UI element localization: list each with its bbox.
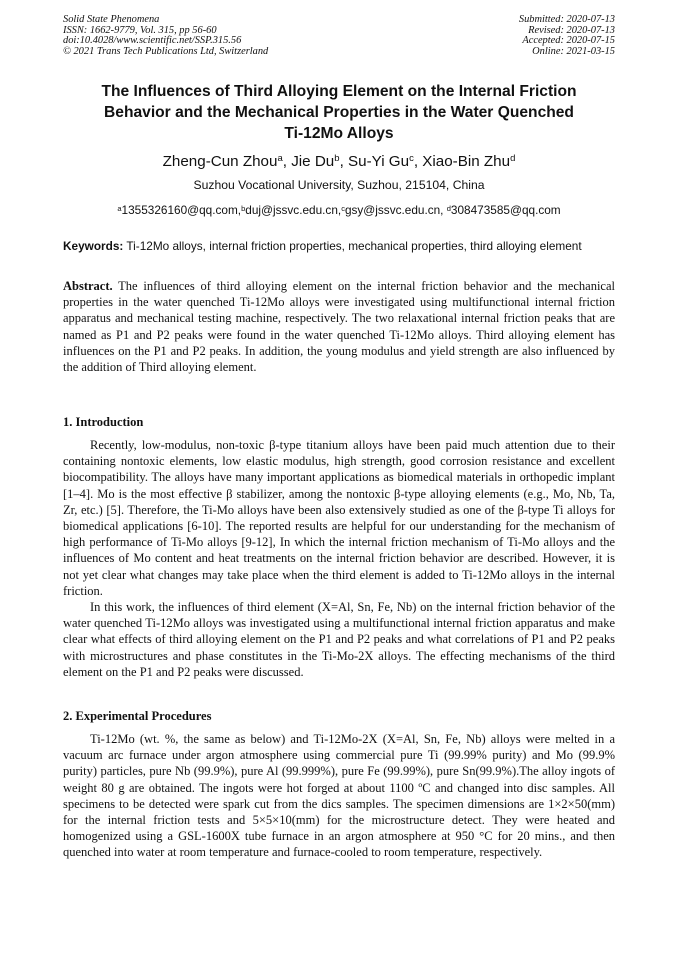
author-list — [40, 148, 638, 173]
keywords — [63, 238, 615, 254]
author-sep: , — [339, 153, 349, 170]
paper-title — [70, 81, 608, 144]
journal-info — [63, 15, 268, 57]
author-name: Su-Yi Gu — [348, 153, 410, 170]
keywords-label: Keywords: — [63, 239, 124, 253]
author-emails — [30, 201, 648, 218]
email-address[interactable]: 1355326160@qq.com, — [121, 203, 242, 217]
introduction-body — [63, 437, 615, 680]
author-sup: d — [510, 153, 516, 164]
affiliation: Suzhou Vocational University, Suzhou, 215104, China — [193, 178, 485, 192]
email-address[interactable]: duj@jssvc.edu.cn, — [245, 203, 342, 217]
date-accepted: Accepted: 2020-07-15 — [522, 35, 615, 47]
author-sup: a — [277, 153, 283, 164]
abstract — [63, 278, 615, 375]
author-sep: , — [282, 153, 292, 170]
author-sup: c — [409, 153, 414, 164]
email-sup: b — [241, 204, 246, 213]
journal-name: Solid State Phenomena — [63, 14, 160, 25]
email-address[interactable]: gsy@jssvc.edu.cn, — [344, 203, 447, 217]
date-online: Online: 2021-03-15 — [532, 45, 615, 57]
email-sup: c — [341, 204, 345, 213]
paragraph: In this work, the influences of third element (X=Al, Sn, Fe, Nb) on the internal friction behavior of the water quenched Ti-12Mo alloys was investigated using a multifunctional internal friction apparatus and make clear what effects of third alloying element on the P1 and P2 peaks and what correlations of P1 and P2 peaks with microstructures and phase constitutes in the Ti-Mo-2X alloys. The effecting mechanisms of the third element on the P1 and P2 peaks were discussed. — [63, 600, 615, 679]
email-sup: d — [446, 204, 451, 213]
author-sup: b — [334, 153, 340, 164]
title-line: Ti-12Mo Alloys — [284, 125, 394, 142]
abstract-label: Abstract. — [63, 279, 113, 293]
abstract-text: The influences of third alloying element on the internal friction behavior and the mechanical properties in the water quenched Ti-12Mo alloys were investigated using multifunctional internal friction apparatus and mechanical testing machine, respectively. The two relaxational internal friction peaks that are named as P1 and P2 peaks were found in the water quenched Ti-12Mo alloys. Third alloying element has influences on the P1 and P2 peaks. In addition, the young modulus and yield strength are also influenced by the addition of Third alloying element. — [63, 279, 615, 375]
journal-header — [63, 15, 615, 57]
author-sep: , — [413, 153, 423, 170]
date-revised: Revised: 2020-07-13 — [528, 24, 615, 36]
publication-dates — [519, 15, 615, 57]
email-sup: a — [117, 204, 122, 213]
date-submitted: Submitted: 2020-07-13 — [518, 14, 615, 25]
section-heading: 2. Experimental Procedures — [63, 709, 212, 723]
author-name: Jie Du — [291, 153, 335, 170]
keywords-text: Ti-12Mo alloys, internal friction properties, mechanical properties, third alloying element — [123, 239, 582, 253]
title-line: The Influences of Third Alloying Element on the Internal Friction — [101, 83, 577, 100]
procedures-body — [63, 731, 615, 861]
paragraph: Ti-12Mo (wt. %, the same as below) and Ti-12Mo-2X (X=Al, Sn, Fe, Nb) alloys were melted in a vacuum arc furnace under argon atmosphere using commercial pure Ti (99.99% purity) and Mo (99.9% purity) particles, pure Nb (99.9%), pure Al (99.999%), pure Fe (99.99%), pure Sn(99.9%).The alloy ingots of weight 80 g are obtained. The ingots were hot forged at about 1100 ºC and changed into disc samples. All specimens to be detected were spark cut from the dics samples. The specimen dimensions are 1×2×50(mm) for the internal friction tests and 5×5×10(mm) for the microstructure detect. They were heated and homogenized using a GSL-1600X tube furnace in an argon atmosphere at 950 °C for 20 mins., and then quenched into water at room temperature and furnace-cooled to room temperature, respectively. — [63, 732, 615, 860]
section-heading: 1. Introduction — [63, 415, 144, 429]
author-name: Zheng-Cun Zhou — [162, 153, 278, 170]
email-address[interactable]: 308473585@qq.com — [450, 203, 561, 217]
paragraph: Recently, low-modulus, non-toxic β-type titanium alloys have been paid much attention due to their containing nontoxic elements, low elastic modulus, high strength, good corrosion resistance and excellent biocompatibility. The alloys have many important applications as biomedical materials in orthopedic implant [1–4]. Mo is the most effective β stabilizer, among the nontoxic β-type alloying elements (e.g., Mo, Nb, Ta, Zr, etc.) [5]. Therefore, the Ti-Mo alloys have been also extensively studied as one of the β-type Ti alloys for biomedical applications [6-10]. The reported results are helpful for our understanding for the mechanism of high performance of Ti-Mo alloys [9-12], In which the internal friction mechanism of Ti-Mo alloys and the influences of Mo content and heat treatments on the internal friction behavior are described. However, it is not yet clear what changes may take place when the third element is added to Ti-12Mo alloys in the internal friction. — [63, 438, 615, 598]
journal-issn: ISSN: 1662-9779, Vol. 315, pp 56-60 — [63, 24, 217, 36]
title-line: Behavior and the Mechanical Properties in the Water Quenched — [104, 104, 574, 121]
author-name: Xiao-Bin Zhu — [422, 153, 511, 170]
journal-doi: doi:10.4028/www.scientific.net/SSP.315.56 — [63, 35, 242, 47]
journal-copyright: © 2021 Trans Tech Publications Ltd, Switzerland — [63, 45, 269, 57]
